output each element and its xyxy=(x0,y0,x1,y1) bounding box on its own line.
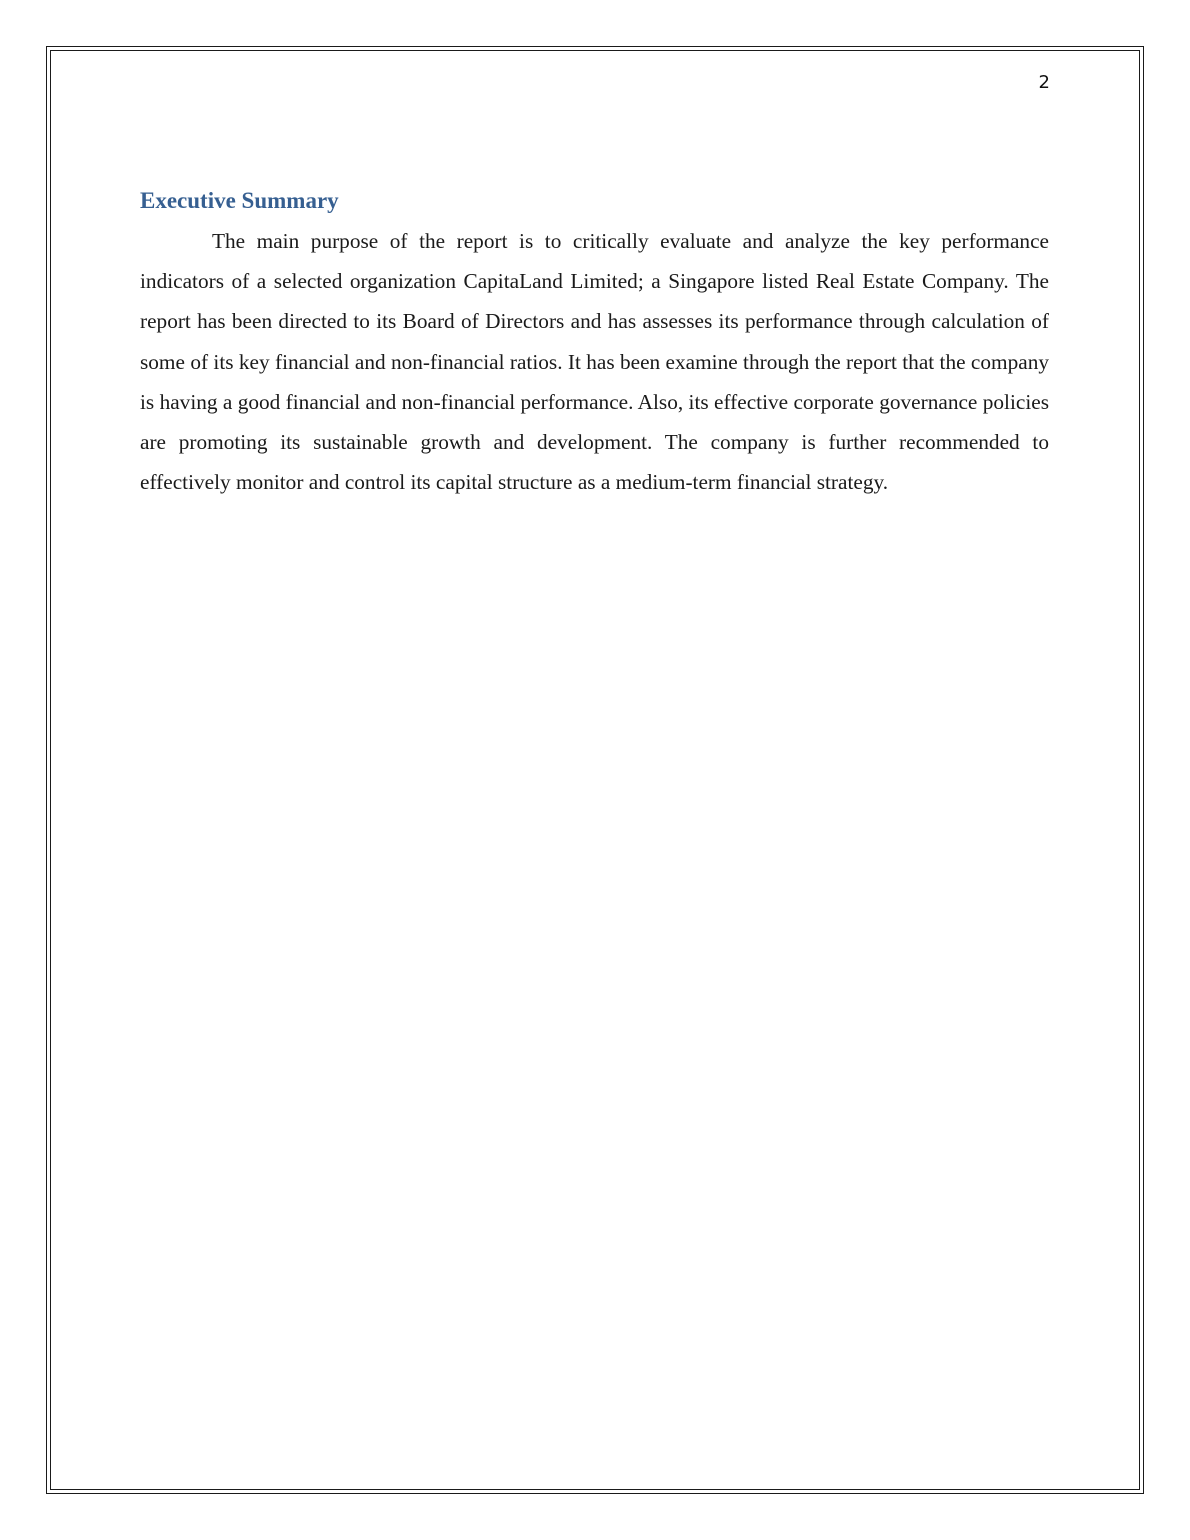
executive-summary-paragraph: The main purpose of the report is to critically evaluate and analyze the key performance indicators of a selected organization CapitaLand Limited; a Singapore listed Real Estate Company. The report has been directed to its Board of Directors and has assesses its performance through calculation of some of its key financial and non-financial ratios. It has been examine through the report that the company is having a good financial and non-financial performance. Also, its effective corporate governance policies are promoting its sustainable growth and development. The company is further recommended to effectively monitor and control its capital structure as a medium-term financial strategy. xyxy=(140,229,1049,495)
document-body xyxy=(140,185,1049,502)
section-heading: Executive Summary xyxy=(140,188,339,213)
page-number: 2 xyxy=(1038,72,1050,93)
